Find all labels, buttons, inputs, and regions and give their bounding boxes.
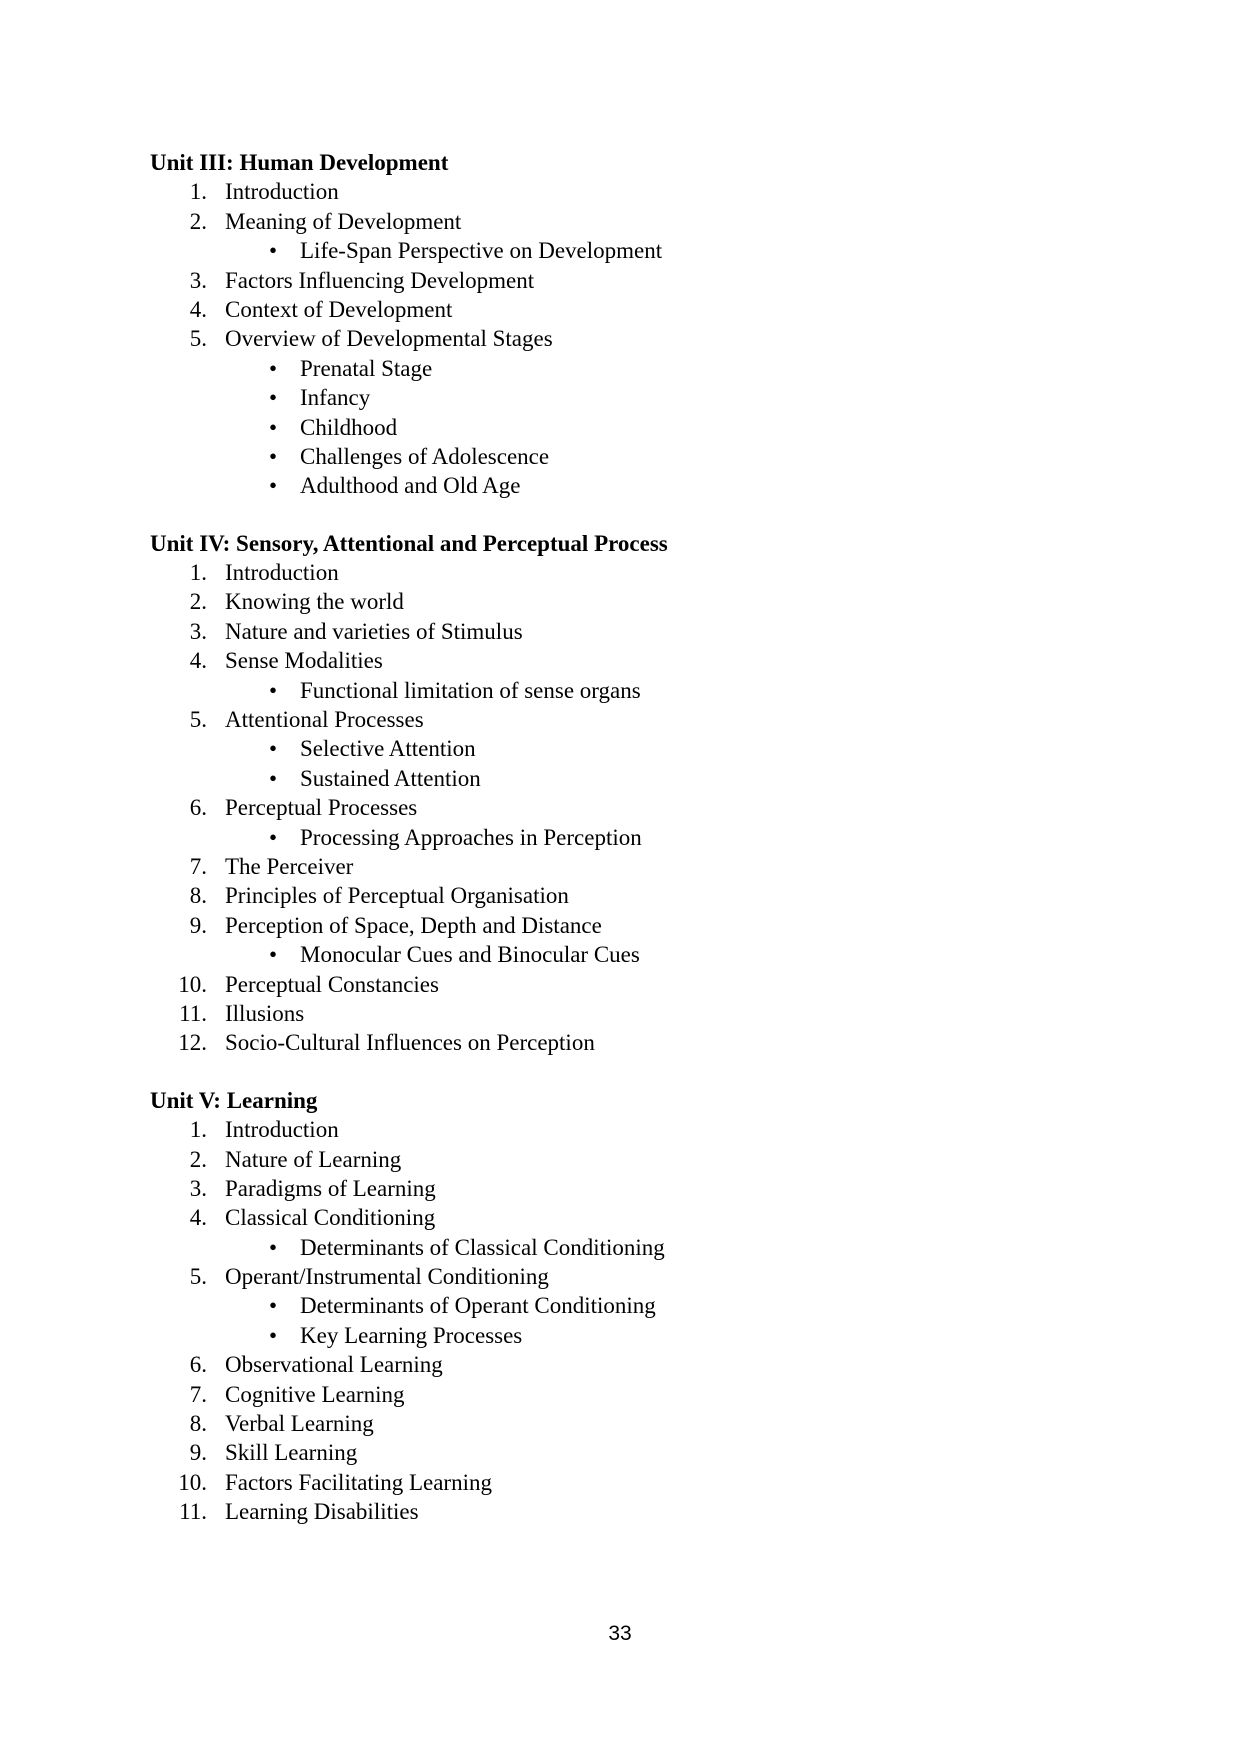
sub-bullet-text: Challenges of Adolescence — [300, 443, 550, 469]
bullet-icon: • — [268, 473, 278, 499]
sub-bullet-item — [150, 471, 1150, 500]
list-item-number: 7. — [189, 853, 207, 879]
list-item-number: 2. — [189, 208, 207, 234]
list-item-number: 3. — [189, 1175, 207, 1201]
sub-bullet-text: Selective Attention — [300, 736, 476, 762]
list-item — [150, 1028, 1150, 1057]
sub-bullet-text: Monocular Cues and Binocular Cues — [300, 942, 640, 968]
sub-bullet-item — [150, 383, 1150, 412]
list-item-number: 3. — [189, 618, 207, 644]
list-item — [150, 558, 1150, 587]
list-item — [150, 705, 1150, 734]
sub-bullet-item — [150, 734, 1150, 763]
sub-bullet-text: Determinants of Classical Conditioning — [300, 1234, 665, 1260]
list-item-text: Paradigms of Learning — [225, 1175, 436, 1201]
list-item-text: Nature and varieties of Stimulus — [225, 618, 523, 644]
list-item — [150, 266, 1150, 295]
sub-bullet-item — [150, 823, 1150, 852]
list-item — [150, 646, 1150, 675]
bullet-icon: • — [268, 1322, 278, 1348]
list-item — [150, 207, 1150, 236]
sub-bullet-item — [150, 442, 1150, 471]
list-item-number: 11. — [179, 1000, 207, 1026]
list-item-text: Operant/Instrumental Conditioning — [225, 1264, 549, 1290]
unit-title: Unit III: Human Development — [150, 150, 449, 175]
list-item-number: 3. — [189, 267, 207, 293]
list-item — [150, 1115, 1150, 1144]
list-item-text: Socio-Cultural Influences on Perception — [225, 1030, 595, 1056]
list-item-text: Sense Modalities — [225, 648, 383, 674]
sub-bullet-text: Determinants of Operant Conditioning — [300, 1293, 656, 1319]
bullet-icon: • — [268, 238, 278, 264]
list-item-number: 1. — [189, 179, 207, 205]
page-number: 33 — [608, 1622, 632, 1645]
unit-section — [150, 1086, 1150, 1527]
list-item-number: 11. — [179, 1499, 207, 1525]
unit-section — [150, 529, 1150, 1058]
sub-bullet-text: Sustained Attention — [300, 765, 481, 791]
list-item — [150, 881, 1150, 910]
bullet-icon: • — [268, 1293, 278, 1319]
list-item-number: 10. — [178, 971, 207, 997]
list-item-number: 7. — [189, 1381, 207, 1407]
list-item — [150, 793, 1150, 822]
list-item-number: 9. — [189, 1440, 207, 1466]
sub-bullet-item — [150, 354, 1150, 383]
list-item-number: 2. — [189, 589, 207, 615]
sub-bullet-item — [150, 236, 1150, 265]
sub-bullet-text: Adulthood and Old Age — [300, 473, 521, 499]
unit-title: Unit IV: Sensory, Attentional and Perceptual Process — [150, 530, 668, 556]
bullet-icon: • — [268, 677, 278, 703]
list-item-text: Learning Disabilities — [225, 1499, 419, 1525]
list-item-number: 5. — [189, 1264, 207, 1290]
bullet-icon: • — [268, 443, 278, 469]
list-item — [150, 324, 1150, 353]
sub-bullet-text: Processing Approaches in Perception — [300, 824, 642, 850]
list-item-text: Attentional Processes — [225, 707, 424, 733]
sub-bullet-item — [150, 1291, 1150, 1320]
list-item-text: Context of Development — [225, 296, 453, 322]
bullet-icon: • — [268, 1234, 278, 1260]
list-item — [150, 970, 1150, 999]
list-item-number: 2. — [189, 1146, 207, 1172]
list-item — [150, 587, 1150, 616]
list-item-number: 6. — [189, 1352, 207, 1378]
list-item-text: Nature of Learning — [225, 1146, 402, 1172]
list-item-number: 8. — [189, 883, 207, 909]
bullet-icon: • — [268, 765, 278, 791]
list-item — [150, 1203, 1150, 1232]
list-item-text: Perceptual Constancies — [225, 971, 439, 997]
sub-bullet-text: Key Learning Processes — [300, 1322, 523, 1348]
unit-section — [150, 148, 1150, 501]
sub-bullet-item — [150, 1233, 1150, 1262]
list-item — [150, 1145, 1150, 1174]
sub-bullet-text: Childhood — [300, 414, 398, 440]
list-item — [150, 1409, 1150, 1438]
list-item-text: Perceptual Processes — [225, 795, 418, 821]
list-item-text: Overview of Developmental Stages — [225, 326, 553, 352]
list-item-text: Factors Facilitating Learning — [225, 1469, 492, 1495]
list-item — [150, 1380, 1150, 1409]
list-item — [150, 911, 1150, 940]
list-item-number: 4. — [189, 648, 207, 674]
document-page — [150, 148, 1150, 1527]
list-item-number: 10. — [178, 1469, 207, 1495]
sub-bullet-item — [150, 676, 1150, 705]
list-item-number: 5. — [189, 707, 207, 733]
list-item-text: Principles of Perceptual Organisation — [225, 883, 569, 909]
list-item — [150, 1174, 1150, 1203]
list-item-text: Introduction — [225, 179, 339, 205]
list-item-text: The Perceiver — [225, 853, 354, 879]
list-item-text: Introduction — [225, 560, 339, 586]
list-item — [150, 1262, 1150, 1291]
list-item-number: 4. — [189, 296, 207, 322]
list-item — [150, 1468, 1150, 1497]
sub-bullet-item — [150, 413, 1150, 442]
sub-bullet-item — [150, 1321, 1150, 1350]
list-item — [150, 617, 1150, 646]
sub-bullet-text: Prenatal Stage — [300, 355, 433, 381]
list-item-number: 8. — [189, 1411, 207, 1437]
sub-bullet-item — [150, 764, 1150, 793]
list-item-text: Factors Influencing Development — [225, 267, 535, 293]
list-item — [150, 177, 1150, 206]
list-item — [150, 852, 1150, 881]
bullet-icon: • — [268, 355, 278, 381]
list-item — [150, 295, 1150, 324]
bullet-icon: • — [268, 385, 278, 411]
list-item — [150, 1438, 1150, 1467]
list-item-text: Skill Learning — [225, 1440, 358, 1466]
bullet-icon: • — [268, 414, 278, 440]
list-item-text: Perception of Space, Depth and Distance — [225, 912, 602, 938]
list-item-text: Classical Conditioning — [225, 1205, 436, 1231]
sub-bullet-text: Infancy — [300, 385, 371, 411]
bullet-icon: • — [268, 824, 278, 850]
list-item-text: Meaning of Development — [225, 208, 462, 234]
list-item-number: 1. — [189, 1117, 207, 1143]
sub-bullet-text: Functional limitation of sense organs — [300, 677, 641, 703]
bullet-icon: • — [268, 942, 278, 968]
list-item-text: Observational Learning — [225, 1352, 443, 1378]
list-item — [150, 1350, 1150, 1379]
sub-bullet-item — [150, 940, 1150, 969]
unit-title: Unit V: Learning — [150, 1087, 318, 1113]
list-item-number: 5. — [189, 326, 207, 352]
list-item-number: 9. — [189, 912, 207, 938]
list-item-text: Introduction — [225, 1117, 339, 1143]
list-item-number: 1. — [189, 560, 207, 586]
bullet-icon: • — [268, 736, 278, 762]
list-item-text: Cognitive Learning — [225, 1381, 405, 1407]
list-item-number: 6. — [189, 795, 207, 821]
list-item-number: 12. — [178, 1030, 207, 1056]
list-item-text: Illusions — [225, 1000, 305, 1026]
list-item — [150, 999, 1150, 1028]
list-item-text: Verbal Learning — [225, 1411, 374, 1437]
list-item — [150, 1497, 1150, 1526]
sub-bullet-text: Life-Span Perspective on Development — [300, 238, 663, 264]
list-item-number: 4. — [189, 1205, 207, 1231]
list-item-text: Knowing the world — [225, 589, 404, 615]
